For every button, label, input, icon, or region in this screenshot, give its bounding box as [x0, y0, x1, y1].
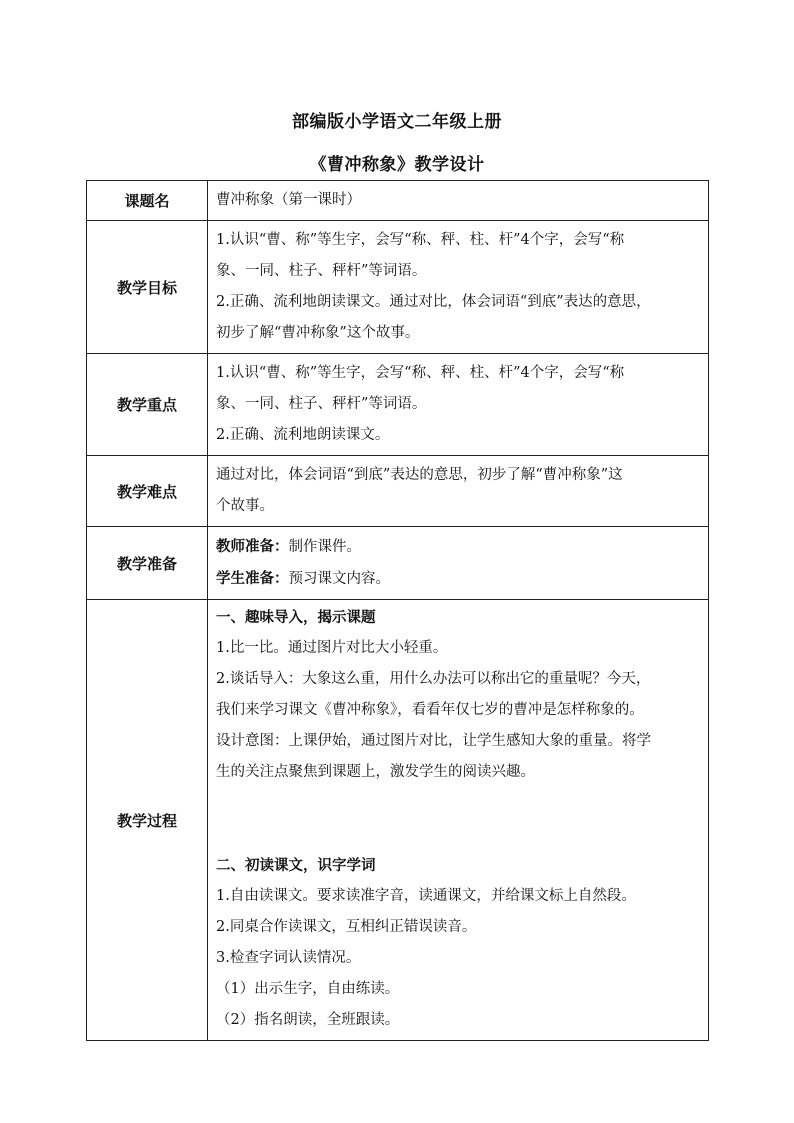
text-line: 设计意图：上课伊始，通过图片对比，让学生感知大象的重量。将学 [216, 733, 651, 749]
student-prep-value: 预习课文内容。 [288, 571, 390, 587]
row-label-preparation: 教学准备 [87, 527, 208, 600]
text-line: 2.同桌合作读课文，互相纠正错误读音。 [216, 919, 477, 935]
row-label-goals: 教学目标 [87, 221, 208, 354]
text-line: （1）出示生字，自由练读。 [216, 981, 400, 997]
teacher-prep-line [216, 531, 700, 563]
text-line: 象、一同、柱子、秤杆”等词语。 [216, 263, 427, 279]
text-line: 我们来学习课文《曹冲称象》，看看年仅七岁的曹冲是怎样称象的。 [216, 702, 644, 718]
text-line: 2.正确、流利地朗读课文。 [216, 427, 390, 443]
lesson-plan-table [86, 180, 709, 1041]
text-line: 象、一同、柱子、秤杆”等词语。 [216, 396, 427, 412]
section-heading: 一、趣味导入，揭示课题 [216, 609, 376, 626]
table-row-topic [87, 181, 709, 221]
row-label-topic: 课题名 [87, 181, 208, 221]
text-line: 2.正确、流利地朗读课文。通过对比，体会词语“到底”表达的意思， [216, 294, 651, 310]
table-row-difficulties [87, 456, 709, 527]
table-row-preparation [87, 527, 709, 600]
section-heading: 二、初读课文，识字学词 [216, 857, 376, 874]
text-line: 2.谈话导入：大象这么重，用什么办法可以称出它的重量呢？今天， [216, 671, 651, 687]
row-value-goals [208, 221, 709, 354]
text-line: 1.认识“曹、称”等生字，会写“称、秤、柱、杆”4个字，会写“称 [216, 232, 625, 248]
student-prep-label: 学生准备： [216, 570, 289, 587]
page-subtitle: 《曹冲称象》教学设计 [309, 155, 485, 175]
teacher-prep-label: 教师准备： [216, 538, 289, 555]
text-line: 1.认识“曹、称”等生字，会写“称、秤、柱、杆”4个字，会写“称 [216, 365, 625, 381]
text-line: （2）指名朗读，全班跟读。 [216, 1012, 400, 1028]
text-line: 个故事。 [216, 498, 274, 514]
text-line: 初步了解“曹冲称象”这个故事。 [216, 325, 420, 341]
text-line: 1.比一比。通过图片对比大小轻重。 [216, 640, 448, 656]
row-value-process [208, 600, 709, 1041]
row-label-process: 教学过程 [87, 600, 208, 1041]
row-value-key-points [208, 354, 709, 456]
page-title: 部编版小学语文二年级上册 [292, 112, 502, 132]
teacher-prep-value: 制作课件。 [288, 539, 361, 555]
table-row-process [87, 600, 709, 1041]
row-label-key-points: 教学重点 [87, 354, 208, 456]
text-line: 通过对比，体会词语“到底”表达的意思，初步了解“曹冲称象”这 [216, 467, 623, 483]
table-row-goals [87, 221, 709, 354]
spacer [216, 788, 700, 850]
student-prep-line [216, 563, 700, 595]
row-value-preparation [208, 527, 709, 600]
row-label-difficulties: 教学难点 [87, 456, 208, 527]
text-line: 1.自由读课文。要求读准字音，读通课文，并给课文标上自然段。 [216, 888, 636, 904]
row-value-topic: 曹冲称象（第一课时） [208, 181, 709, 221]
text-line: 3.检查字词认读情况。 [216, 950, 361, 966]
row-value-difficulties [208, 456, 709, 527]
table-row-key-points [87, 354, 709, 456]
text-line: 生的关注点聚焦到课题上，激发学生的阅读兴趣。 [216, 764, 535, 780]
